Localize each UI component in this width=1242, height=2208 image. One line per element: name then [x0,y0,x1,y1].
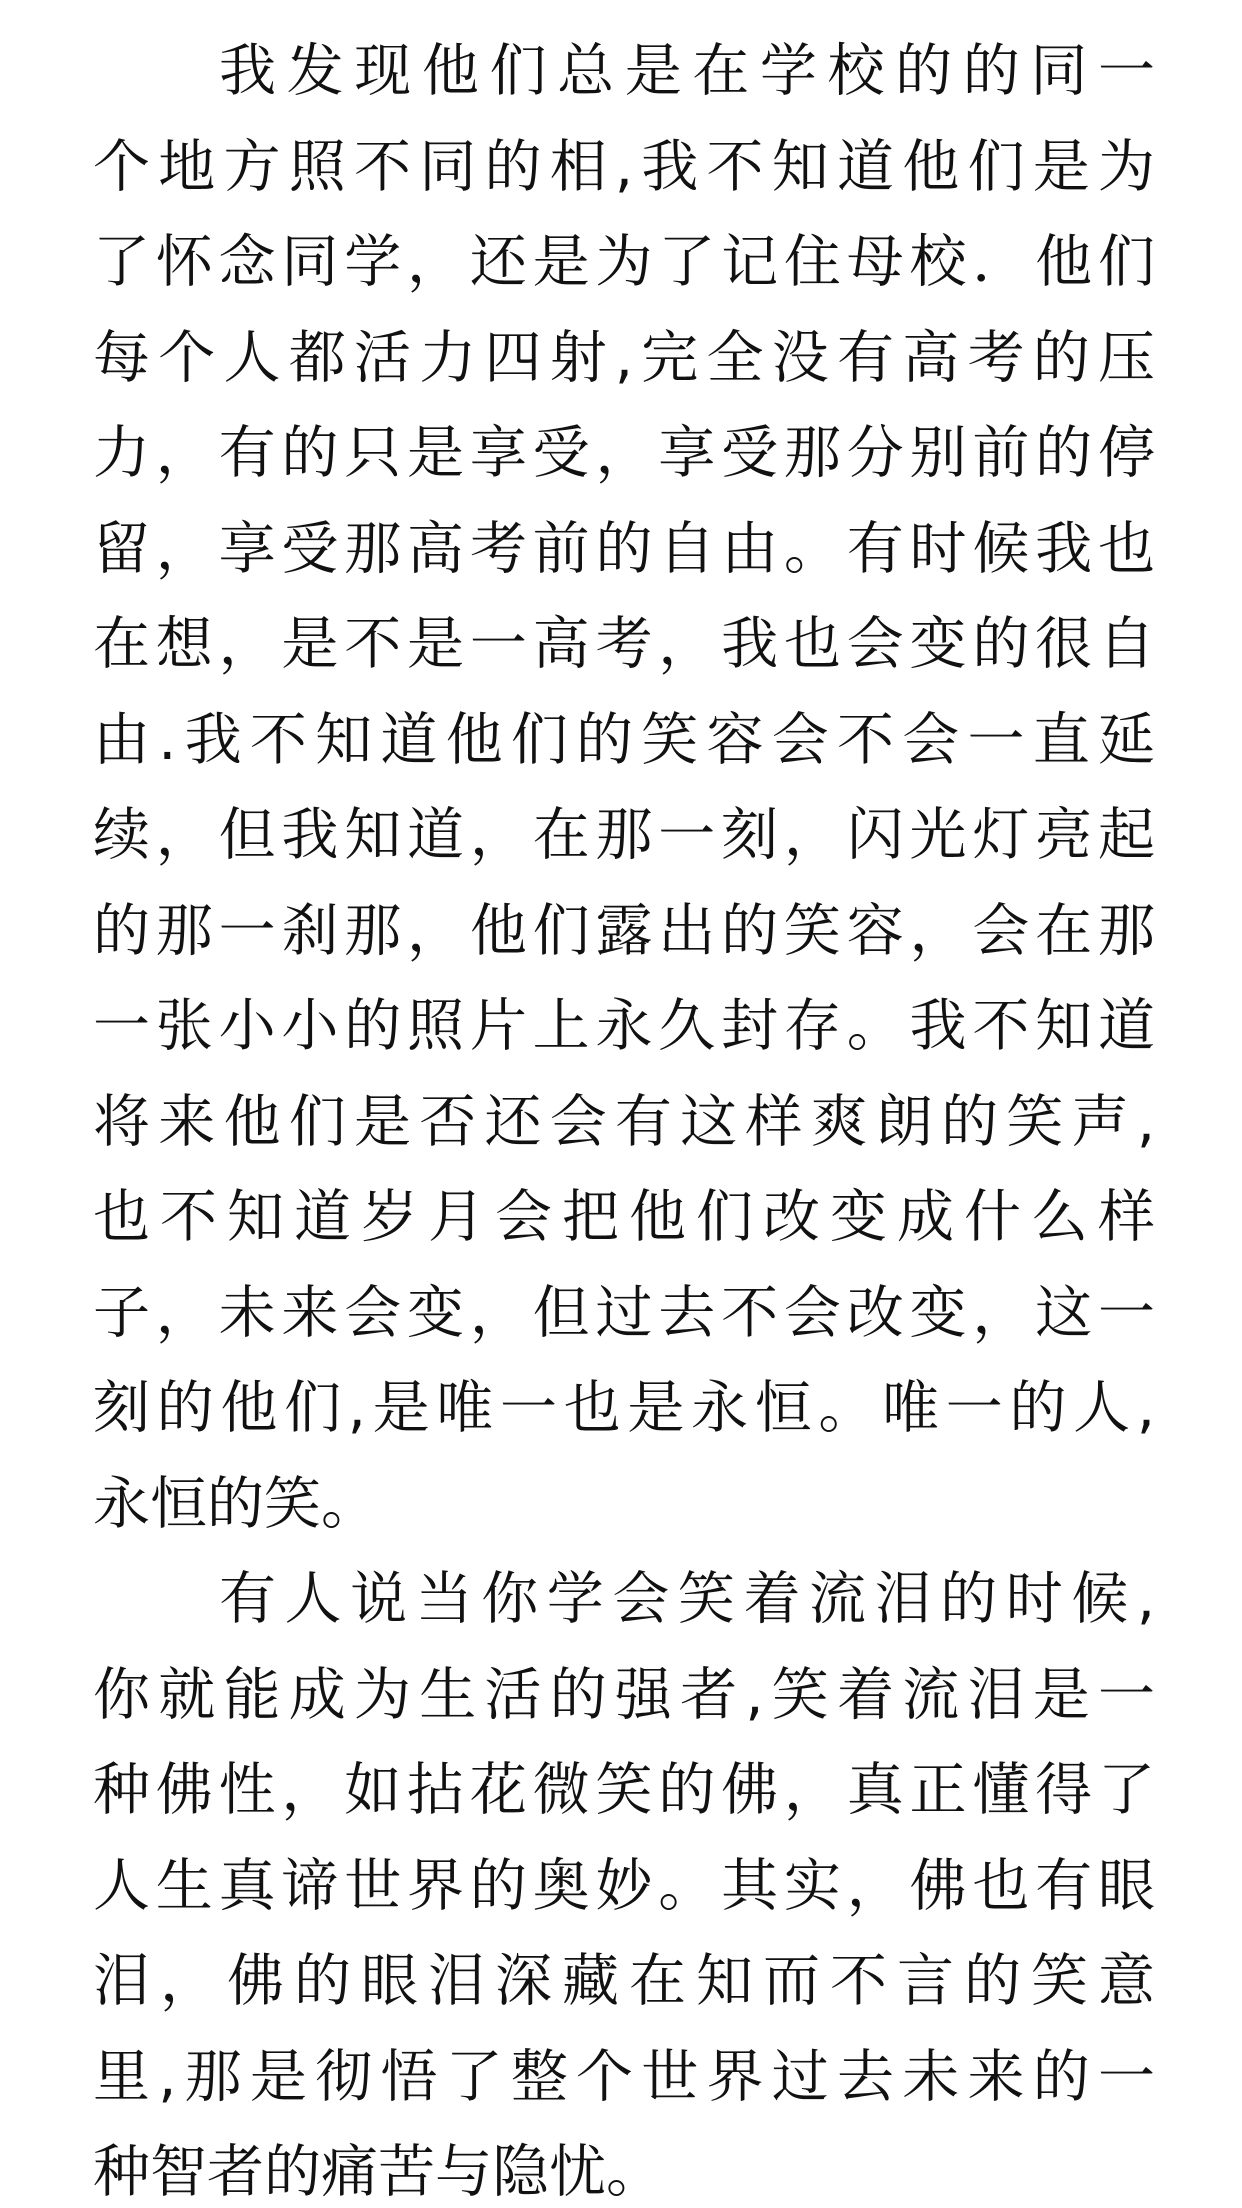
paragraph-2 [93,1552,1155,2208]
text-line: 刻的他们,是唯一也是永恒。唯一的人, [93,1375,1155,1441]
text-line: 种智者的痛苦与隐忧。 [93,2139,663,2205]
paragraph-1 [93,24,1155,1552]
text-line: 了怀念同学，还是为了记住母校．他们 [93,229,1155,295]
text-line: 永恒的笑。 [93,1470,378,1537]
text-line: 在想，是不是一高考，我也会变的很自 [93,611,1155,677]
text-line: 将来他们是否还会有这样爽朗的笑声, [93,1088,1155,1155]
text-line: 里,那是彻悟了整个世界过去未来的一 [93,2043,1155,2110]
text-line: 也不知道岁月会把他们改变成什么样 [93,1184,1155,1250]
text-line: 留，享受那高考前的自由。有时候我也 [93,515,1155,582]
text-line: 个地方照不同的相,我不知道他们是为 [93,133,1155,200]
text-line: 人生真谛世界的奥妙。其实，佛也有眼 [93,1852,1155,1919]
text-line: 力，有的只是享受，享受那分别前的停 [93,420,1155,486]
text-line: 有人说当你学会笑着流泪的时候, [219,1566,1155,1632]
text-line: 由.我不知道他们的笑容会不会一直延 [93,706,1155,773]
text-line: 一张小小的照片上永久封存。我不知道 [93,993,1155,1059]
text-line: 我发现他们总是在学校的的同一 [219,38,1155,104]
text-column [93,24,1155,2208]
text-line: 种佛性，如拈花微笑的佛，真正懂得了 [93,1757,1155,1823]
text-line: 子，未来会变，但过去不会改变，这一 [93,1279,1155,1346]
text-line: 泪，佛的眼泪深藏在知而不言的笑意 [93,1948,1155,2014]
text-line: 续，但我知道，在那一刻，闪光灯亮起 [93,802,1155,868]
text-line: 的那一刹那，他们露出的笑容，会在那 [93,897,1155,964]
text-line: 每个人都活力四射,完全没有高考的压 [93,324,1155,391]
text-line: 你就能成为生活的强者,笑着流泪是一 [93,1661,1155,1728]
